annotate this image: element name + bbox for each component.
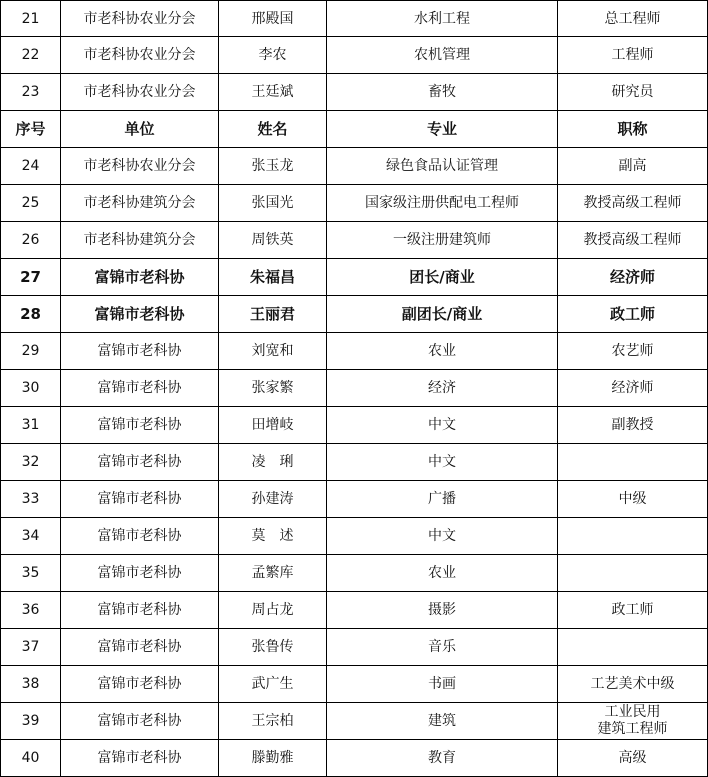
cell-title: 工程师 [558,37,708,74]
cell-major: 广播 [327,481,558,518]
cell-title: 副教授 [558,407,708,444]
table-row [1,37,708,74]
cell-major: 中文 [327,444,558,481]
cell-unit: 单位 [61,111,219,148]
cell-unit: 富锦市老科协 [61,296,219,333]
cell-unit: 市老科协农业分会 [61,148,219,185]
cell-major: 水利工程 [327,1,558,37]
cell-name: 孟繁库 [219,555,327,592]
cell-unit: 富锦市老科协 [61,703,219,740]
cell-major: 农业 [327,333,558,370]
cell-title: 教授高级工程师 [558,185,708,222]
cell-name: 朱福昌 [219,259,327,296]
cell-title: 高级 [558,740,708,777]
cell-name: 田增岐 [219,407,327,444]
table-header-row [1,111,708,148]
cell-major: 绿色食品认证管理 [327,148,558,185]
cell-major: 团长/商业 [327,259,558,296]
cell-name: 邢殿国 [219,1,327,37]
cell-name: 张鲁传 [219,629,327,666]
cell-major: 教育 [327,740,558,777]
table-row-highlight [1,296,708,333]
cell-no: 32 [1,444,61,481]
cell-title: 教授高级工程师 [558,222,708,259]
cell-name: 张国光 [219,185,327,222]
cell-name: 王丽君 [219,296,327,333]
cell-title [558,555,708,592]
cell-no: 39 [1,703,61,740]
cell-name: 刘宽和 [219,333,327,370]
cell-no: 40 [1,740,61,777]
cell-title: 研究员 [558,74,708,111]
cell-title: 经济师 [558,259,708,296]
cell-no: 27 [1,259,61,296]
cell-name: 张家繁 [219,370,327,407]
table-row [1,740,708,777]
cell-no: 35 [1,555,61,592]
cell-unit: 富锦市老科协 [61,370,219,407]
table-row [1,518,708,555]
table-row [1,592,708,629]
cell-title: 经济师 [558,370,708,407]
table-row-highlight [1,259,708,296]
cell-name: 王廷斌 [219,74,327,111]
cell-unit: 市老科协建筑分会 [61,222,219,259]
cell-no: 23 [1,74,61,111]
cell-name: 周铁英 [219,222,327,259]
cell-name: 武广生 [219,666,327,703]
cell-unit: 富锦市老科协 [61,555,219,592]
cell-name: 姓名 [219,111,327,148]
cell-unit: 富锦市老科协 [61,259,219,296]
cell-no: 36 [1,592,61,629]
cell-title [558,629,708,666]
cell-name: 张玉龙 [219,148,327,185]
cell-no: 34 [1,518,61,555]
cell-unit: 富锦市老科协 [61,518,219,555]
cell-no: 24 [1,148,61,185]
table-row [1,666,708,703]
table-row [1,1,708,37]
cell-title: 政工师 [558,592,708,629]
cell-name: 李农 [219,37,327,74]
cell-major: 国家级注册供配电工程师 [327,185,558,222]
cell-no: 31 [1,407,61,444]
cell-title: 职称 [558,111,708,148]
cell-no: 25 [1,185,61,222]
cell-unit: 富锦市老科协 [61,481,219,518]
cell-major: 畜牧 [327,74,558,111]
cell-unit: 富锦市老科协 [61,407,219,444]
cell-title: 工艺美术中级 [558,666,708,703]
table-row [1,555,708,592]
cell-no: 33 [1,481,61,518]
cell-title [558,444,708,481]
cell-title [558,518,708,555]
cell-unit: 市老科协建筑分会 [61,185,219,222]
cell-major: 专业 [327,111,558,148]
table-row [1,444,708,481]
table-row [1,222,708,259]
cell-major: 音乐 [327,629,558,666]
cell-name: 孙建涛 [219,481,327,518]
table-row [1,74,708,111]
cell-major: 建筑 [327,703,558,740]
cell-no: 30 [1,370,61,407]
cell-title: 总工程师 [558,1,708,37]
cell-unit: 富锦市老科协 [61,629,219,666]
cell-major: 农机管理 [327,37,558,74]
cell-unit: 市老科协农业分会 [61,1,219,37]
cell-major: 书画 [327,666,558,703]
cell-name: 王宗柏 [219,703,327,740]
table-row [1,703,708,740]
cell-unit: 富锦市老科协 [61,666,219,703]
cell-title: 工业民用 建筑工程师 [558,703,708,740]
cell-no: 38 [1,666,61,703]
cell-major: 一级注册建筑师 [327,222,558,259]
cell-name: 滕勤雅 [219,740,327,777]
cell-no: 21 [1,1,61,37]
table-row [1,148,708,185]
table-row [1,185,708,222]
cell-title: 副高 [558,148,708,185]
cell-unit: 富锦市老科协 [61,740,219,777]
cell-unit: 富锦市老科协 [61,333,219,370]
table-row [1,481,708,518]
table-row [1,333,708,370]
cell-unit: 市老科协农业分会 [61,74,219,111]
cell-no: 序号 [1,111,61,148]
cell-name: 周占龙 [219,592,327,629]
cell-no: 37 [1,629,61,666]
cell-major: 农业 [327,555,558,592]
table-body [1,1,708,777]
table-row [1,407,708,444]
cell-major: 中文 [327,407,558,444]
cell-major: 中文 [327,518,558,555]
cell-no: 29 [1,333,61,370]
cell-title: 政工师 [558,296,708,333]
cell-no: 26 [1,222,61,259]
cell-title: 农艺师 [558,333,708,370]
cell-no: 28 [1,296,61,333]
cell-unit: 富锦市老科协 [61,592,219,629]
cell-major: 经济 [327,370,558,407]
table-row [1,629,708,666]
cell-unit: 市老科协农业分会 [61,37,219,74]
cell-no: 22 [1,37,61,74]
cell-major: 副团长/商业 [327,296,558,333]
cell-name: 凌 琍 [219,444,327,481]
table-row [1,370,708,407]
cell-name: 莫 述 [219,518,327,555]
cell-title: 中级 [558,481,708,518]
cell-unit: 富锦市老科协 [61,444,219,481]
cell-major: 摄影 [327,592,558,629]
